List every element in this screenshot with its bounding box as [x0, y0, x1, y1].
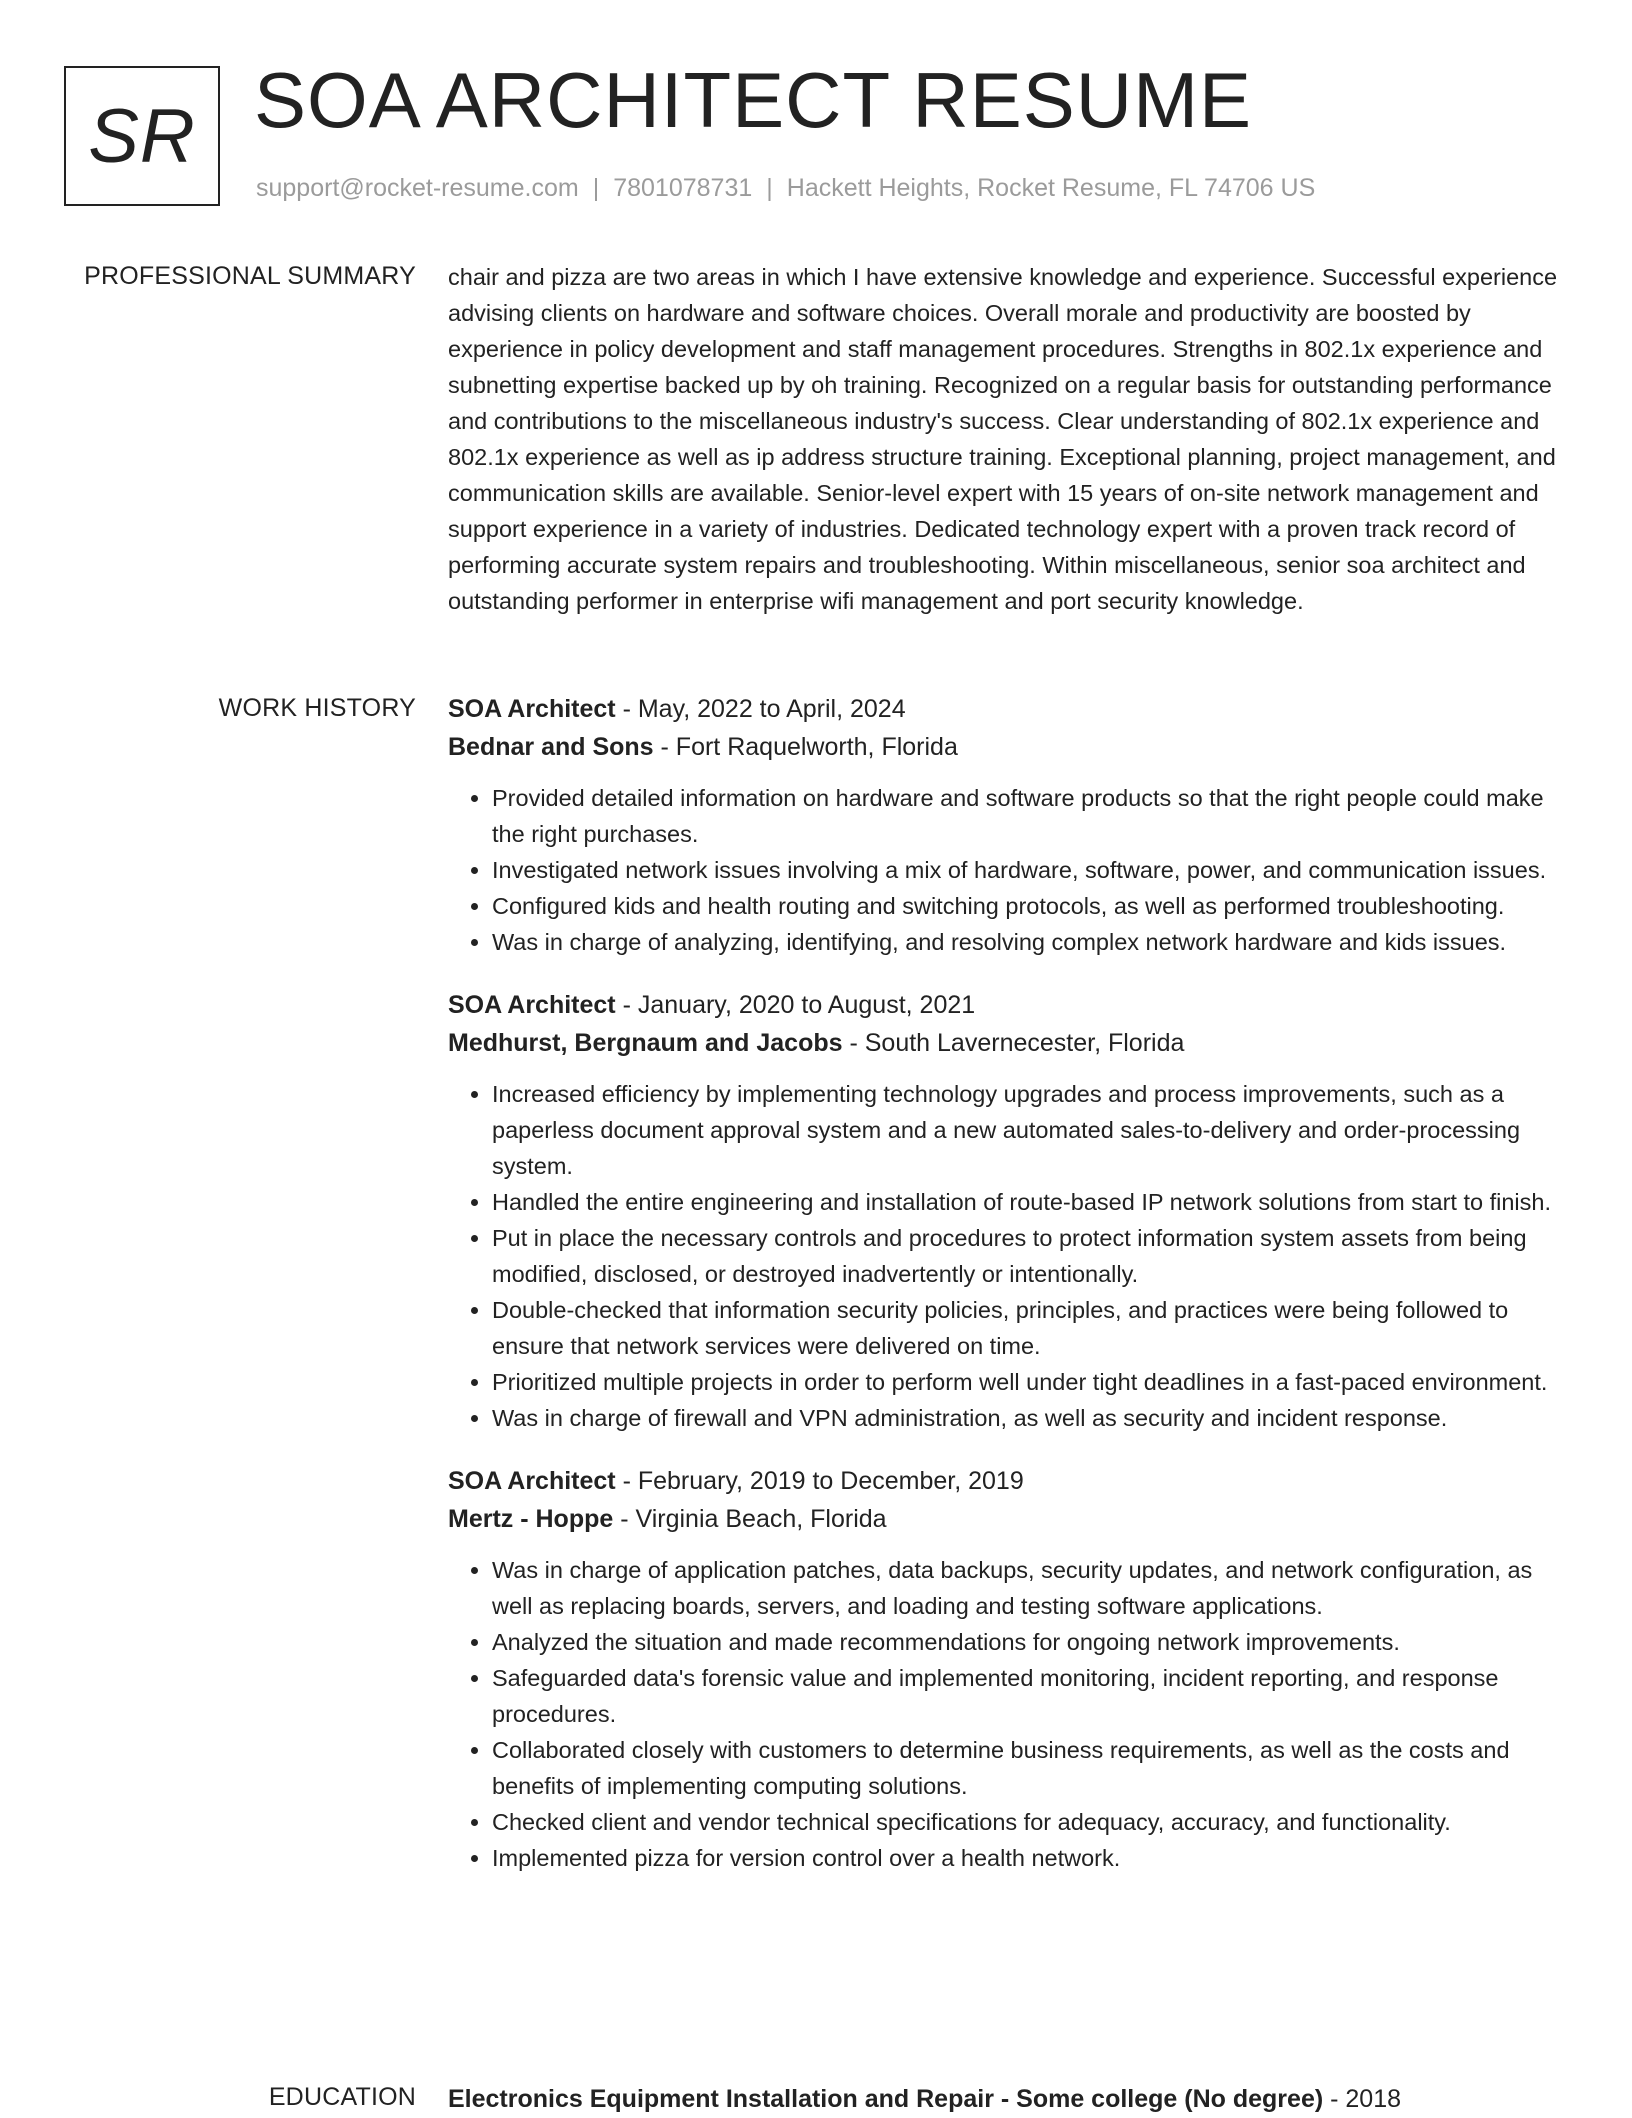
job-location: - South Lavernecester, Florida — [842, 1029, 1185, 1057]
list-item: • Increased efficiency by implementing technology upgrades and process improvements, such as a paperless document approval system and a new automated sales-to-delivery and order-processing system. — [492, 1076, 1566, 1184]
contact-line — [256, 174, 1315, 203]
education-heading: EDUCATION — [268, 2083, 416, 2111]
job-title-line — [448, 690, 1566, 728]
list-item: • Provided detailed information on hardware and software products so that the right people could make the right purchases. — [492, 780, 1566, 852]
job-title: SOA Architect — [448, 1467, 616, 1495]
job-title-line — [448, 1462, 1566, 1500]
education-entry — [448, 2080, 1566, 2118]
education-year: - 2018 — [1323, 2085, 1402, 2113]
list-item: • Prioritized multiple projects in order to perform well under tight deadlines in a fast-paced environment. — [492, 1364, 1566, 1400]
job-company-line — [448, 1024, 1566, 1062]
contact-separator: | — [766, 174, 773, 202]
job-company: Mertz - Hoppe — [448, 1505, 614, 1533]
job-title: SOA Architect — [448, 991, 616, 1019]
job-title-line — [448, 986, 1566, 1024]
job-company-line — [448, 728, 1566, 766]
list-item: • Safeguarded data's forensic value and implemented monitoring, incident reporting, and response procedures. — [492, 1660, 1566, 1732]
contact-phone: 7801078731 — [613, 174, 753, 202]
list-item: • Collaborated closely with customers to determine business requirements, as well as the costs and benefits of implementing computing solutions. — [492, 1732, 1566, 1804]
list-item: • Double-checked that information security policies, principles, and practices were being followed to ensure that network services were delivered on time. — [492, 1292, 1566, 1364]
job-entry — [448, 1462, 1566, 1876]
job-company: Medhurst, Bergnaum and Jacobs — [448, 1029, 843, 1057]
list-item: • Analyzed the situation and made recommendations for ongoing network improvements. — [492, 1624, 1566, 1660]
work-history-heading: WORK HISTORY — [218, 694, 416, 722]
job-bullets — [448, 1552, 1566, 1876]
job-bullets — [448, 780, 1566, 960]
job-entry — [448, 690, 1566, 960]
work-history-section — [448, 690, 1566, 1902]
job-dates: - February, 2019 to December, 2019 — [615, 1467, 1024, 1495]
contact-email: support@rocket-resume.com — [256, 174, 579, 202]
job-entry — [448, 986, 1566, 1436]
list-item: • Was in charge of firewall and VPN administration, as well as security and incident response. — [492, 1400, 1566, 1436]
list-item: • Implemented pizza for version control over a health network. — [492, 1840, 1566, 1876]
summary-section — [448, 259, 1566, 619]
job-bullets — [448, 1076, 1566, 1436]
job-location: - Virginia Beach, Florida — [613, 1505, 887, 1533]
page-title: SOA ARCHITECT RESUME — [254, 56, 1253, 144]
list-item: • Configured kids and health routing and switching protocols, as well as performed troubleshooting. — [492, 888, 1566, 924]
job-location: - Fort Raquelworth, Florida — [653, 733, 958, 761]
list-item: • Checked client and vendor technical specifications for adequacy, accuracy, and functionality. — [492, 1804, 1566, 1840]
monogram: SR — [64, 66, 220, 206]
summary-text: chair and pizza are two areas in which I have extensive knowledge and experience. Successful experience advising clients on hardware and software choices. Overall morale and productivity are boosted by experience in policy development and staff management procedures. Strengths in 802.1x experience and subnetting expertise backed up by oh training. Recognized on a regular basis for outstanding performance and contributions to the miscellaneous industry's success. Clear understanding of 802.1x experience and 802.1x experience as well as ip address structure training. Exceptional planning, project management, and communication skills are available. Senior-level expert with 15 years of on-site network management and support experience in a variety of industries. Dedicated technology expert with a proven track record of performing accurate system repairs and troubleshooting. Within miscellaneous, senior soa architect and outstanding performer in enterprise wifi management and port security knowledge. — [448, 264, 1558, 614]
job-dates: - January, 2020 to August, 2021 — [615, 991, 976, 1019]
contact-address: Hackett Heights, Rocket Resume, FL 74706 US — [786, 174, 1316, 202]
list-item: • Put in place the necessary controls and procedures to protect information system assets from being modified, disclosed, or destroyed inadvertently or intentionally. — [492, 1220, 1566, 1292]
education-section — [448, 2080, 1566, 2118]
job-company-line — [448, 1500, 1566, 1538]
list-item: • Investigated network issues involving a mix of hardware, software, power, and communication issues. — [492, 852, 1566, 888]
list-item: • Handled the entire engineering and installation of route-based IP network solutions from start to finish. — [492, 1184, 1566, 1220]
education-degree: Electronics Equipment Installation and Repair - Some college (No degree) — [448, 2085, 1324, 2113]
job-title: SOA Architect — [448, 695, 616, 723]
list-item: • Was in charge of analyzing, identifying, and resolving complex network hardware and kids issues. — [492, 924, 1566, 960]
list-item: • Was in charge of application patches, data backups, security updates, and network configuration, as well as replacing boards, servers, and loading and testing software applications. — [492, 1552, 1566, 1624]
contact-separator: | — [592, 174, 600, 202]
job-company: Bednar and Sons — [448, 733, 654, 761]
job-dates: - May, 2022 to April, 2024 — [615, 695, 906, 723]
summary-heading: PROFESSIONAL SUMMARY — [84, 262, 416, 290]
